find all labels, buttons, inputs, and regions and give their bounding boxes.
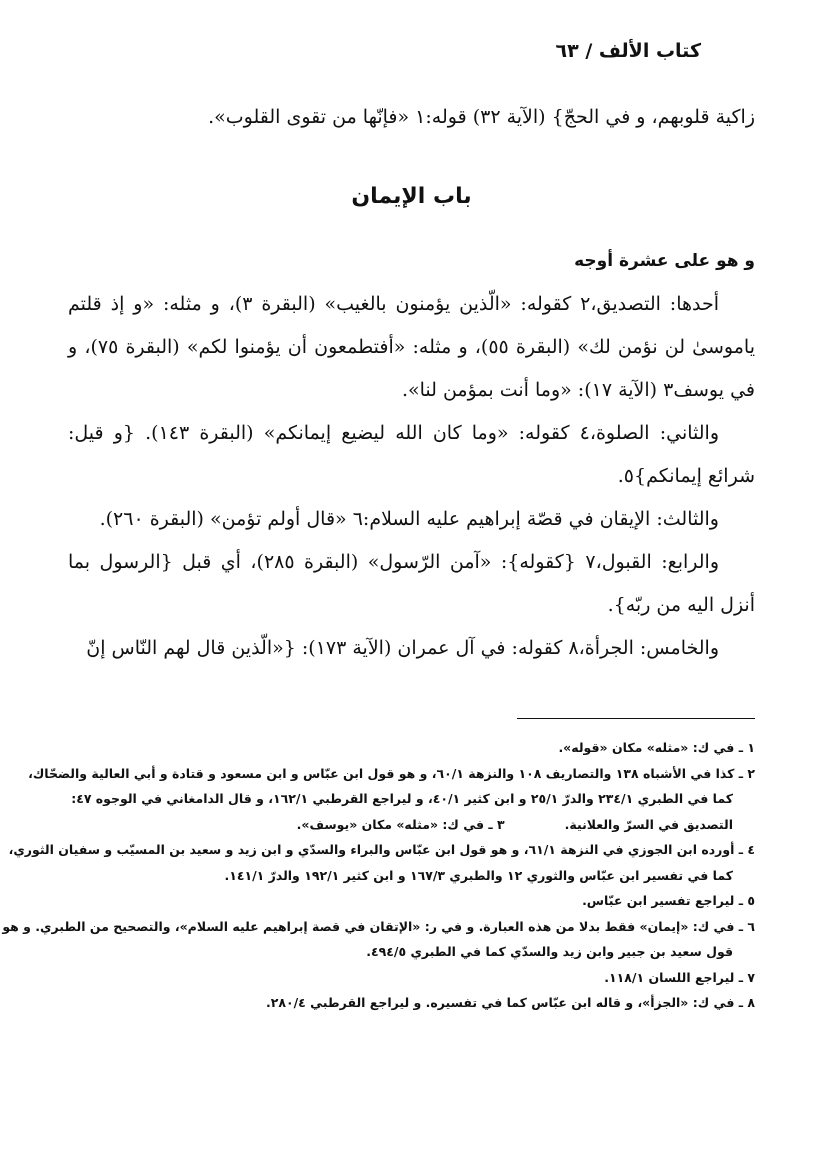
footnote-6: ٦ ـ في ك: «إيمان» فقط بدلا من هذه العبارة. و في ر: «الإتقان في قصة إبراهيم عليه السلام»، والتصحيح من الطبري. و هو — [2, 918, 755, 934]
footnote-2-continued: كما في الطبري ٢٣٤/١ والدرّ ٢٥/١ و ابن كثير ٤٠/١، و ليراجع القرطبي ١٦٢/١، و قال الدامغاني في الوجوه ٤٧: — [71, 791, 733, 806]
subheading: و هو على عشرة أوجه — [574, 251, 755, 271]
paragraph-5: والخامس: الجرأة،٨ كقوله: في آل عمران (الآية ١٧٣): {«الّذين قال لهم النّاس إنّ — [86, 637, 719, 659]
paragraph-4: والرابع: القبول،٧ {كقوله}: «آمن الرّسول» (البقرة ٢٨٥)، أي قبل {الرسول بما أنزل اليه من ربّه}. — [68, 551, 755, 616]
footnote-8: ٨ ـ في ك: «الجزأ»، و قاله ابن عبّاس كما في تفسيره. و ليراجع القرطبي ٢٨٠/٤. — [265, 995, 755, 1010]
page-header: كتاب الألف / ٦٣ — [555, 40, 701, 62]
paragraph-3: والثالث: الإيقان في قصّة إبراهيم عليه السلام:٦ «قال أولم تؤمن» (البقرة ٢٦٠). — [99, 508, 719, 530]
footnote-2-end: التصديق في السرّ والعلانية. — [564, 816, 733, 832]
footnote-2: ٢ ـ كذا في الأشباه ١٣٨ والتصاريف ١٠٨ والنزهة ٦٠/١، و هو قول ابن عبّاس و ابن مسعود و قتادة و أبي العالية والضحّاك، — [28, 765, 755, 781]
main-text — [68, 96, 755, 670]
intro-line: زاكية قلوبهم، و في الحجّ} (الآية ٣٢) قوله:١ «فإنّها من تقوى القلوب». — [208, 106, 755, 128]
paragraph-2: والثاني: الصلوة،٤ كقوله: «وما كان الله ليضيع إيمانكم» (البقرة ١٤٣). {و قيل: شرائع إيمانكم}٥. — [68, 422, 755, 487]
footnote-3: ٣ ـ في ك: «مثله» مكان «يوسف». — [296, 816, 505, 832]
paragraph-1: أحدها: التصديق،٢ كقوله: «الّذين يؤمنون بالغيب» (البقرة ٣)، و مثله: «و إذ قلتم ياموسىٰ لن نؤمن لك» (البقرة ٥٥)، و مثله: «أفتطمعون أن يؤمنوا لكم» (البقرة ٧٥)، و في يوسف٣ (الآية ١٧): «وما أنت بمؤمن لنا». — [68, 293, 755, 401]
footnote-divider — [517, 718, 755, 719]
footnote-1: ١ ـ في ك: «مثله» مكان «قوله». — [558, 740, 755, 755]
footnote-5: ٥ ـ ليراجع تفسير ابن عبّاس. — [582, 893, 755, 908]
footnote-4-continued: كما في تفسير ابن عبّاس والثوري ١٢ والطبري ١٦٧/٣ و ابن كثير ١٩٢/١ والدرّ ١٤١/١. — [224, 867, 733, 883]
footnotes — [2, 735, 755, 1016]
footnote-7: ٧ ـ ليراجع اللسان ١١٨/١. — [604, 969, 755, 985]
footnote-4: ٤ ـ أورده ابن الجوزي في النزهة ٦١/١، و هو قول ابن عبّاس والبراء والسدّي و ابن زيد و سعيد بن المسيّب و سفيان الثوري، — [8, 842, 755, 857]
footnote-pair-row — [68, 812, 755, 838]
chapter-title: باب الإيمان — [351, 184, 472, 209]
footnote-6-continued: قول سعيد بن جبير وابن زيد والسدّي كما في الطبري ٤٩٤/٥. — [366, 944, 733, 959]
